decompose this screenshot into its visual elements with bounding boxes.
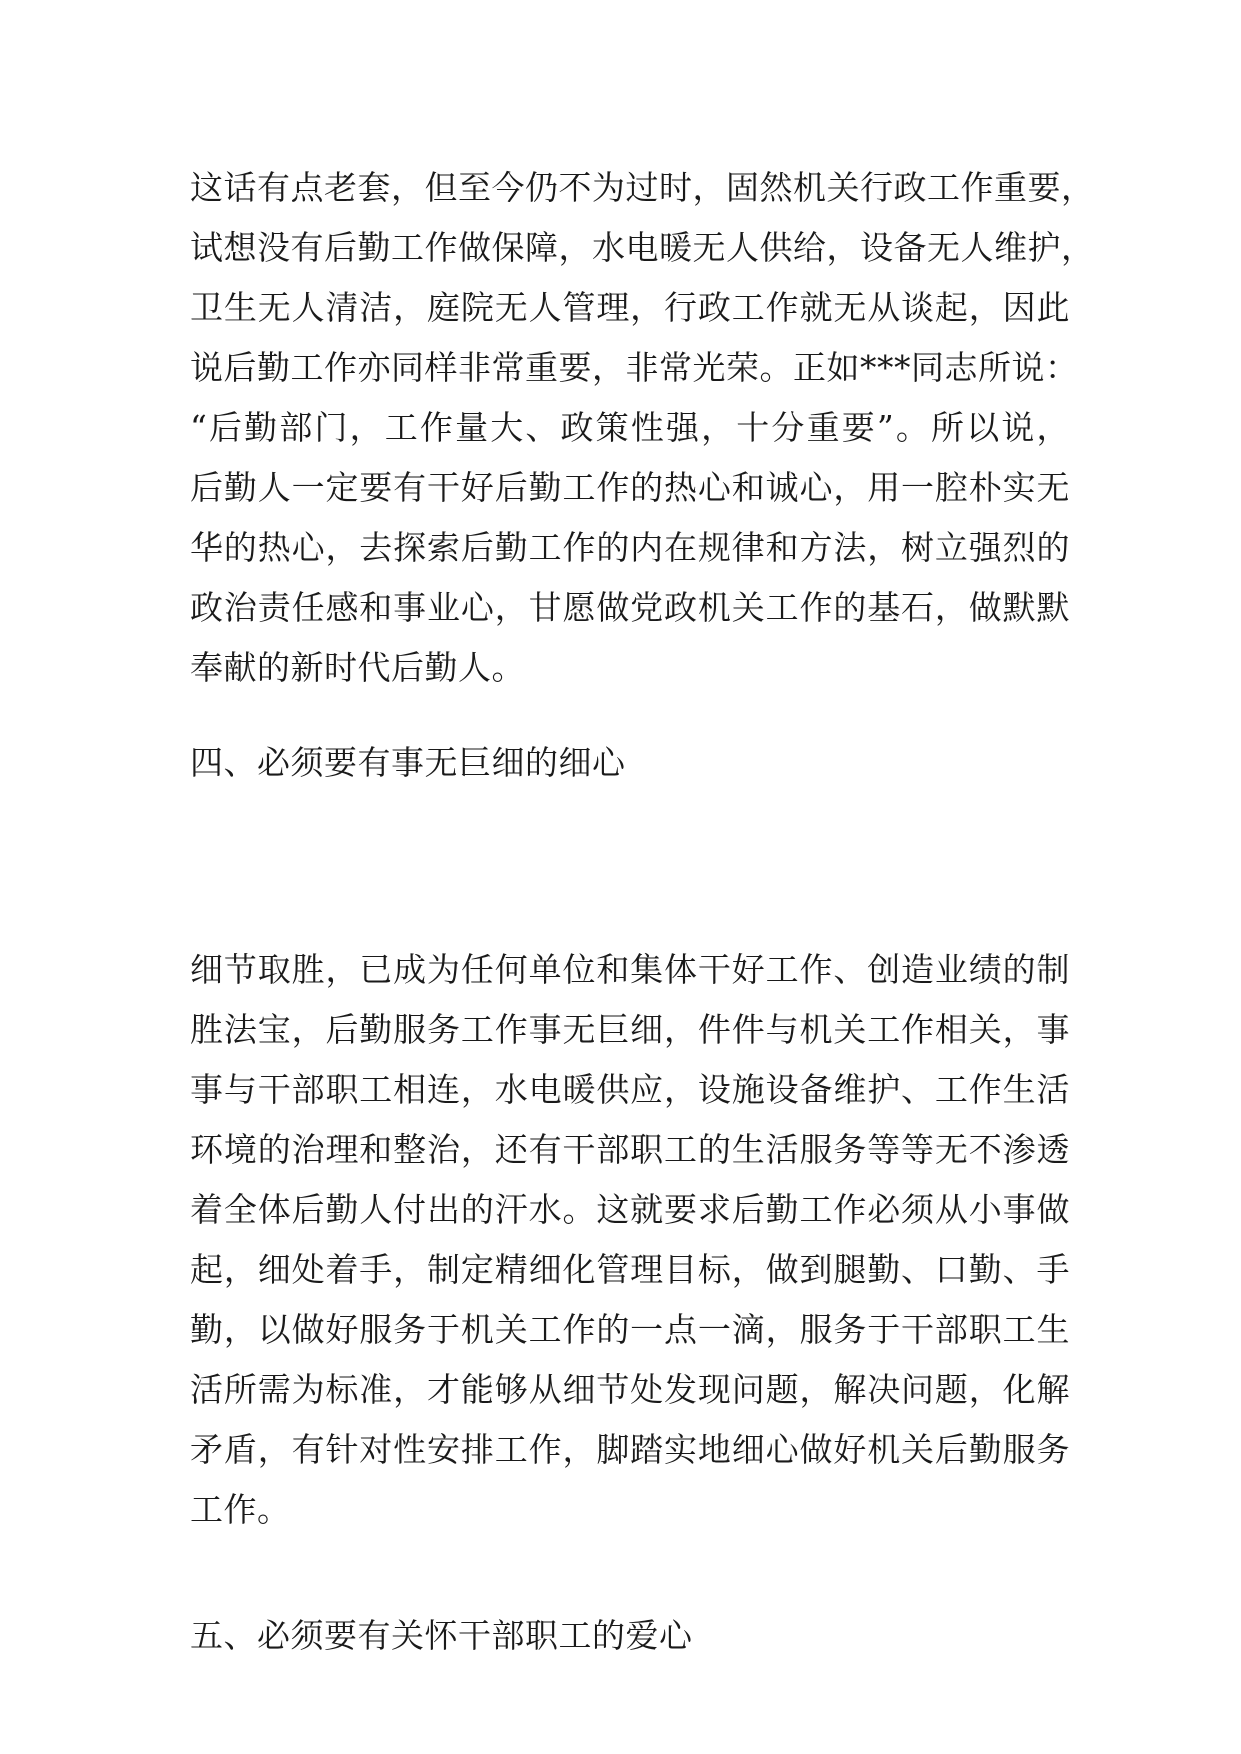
- text-line: 工作。: [190, 1490, 291, 1529]
- text-line: 胜法宝，后勤服务工作事无巨细，件件与机关工作相关，事: [190, 1010, 1070, 1049]
- paragraph-attention-to-detail: [190, 940, 1070, 1540]
- text-line: 细节取胜，已成为任何单位和集体干好工作、创造业绩的制: [190, 950, 1070, 989]
- text-line: 起，细处着手，制定精细化管理目标，做到腿勤、口勤、手: [190, 1250, 1070, 1289]
- text-line: “后勤部门，工作量大、政策性强，十分重要”。所以说，: [190, 408, 1070, 447]
- text-line: 事与干部职工相连，水电暖供应，设施设备维护、工作生活: [190, 1070, 1070, 1109]
- section-heading-4: [190, 733, 1070, 793]
- text-line: 活所需为标准，才能够从细节处发现问题，解决问题，化解: [190, 1370, 1070, 1409]
- text-line: 华的热心，去探索后勤工作的内在规律和方法，树立强烈的: [190, 528, 1070, 567]
- text-line: 说后勤工作亦同样非常重要，非常光荣。正如***同志所说：: [190, 348, 1079, 387]
- text-line: 着全体后勤人付出的汗水。这就要求后勤工作必须从小事做: [190, 1190, 1070, 1229]
- text-line: 卫生无人清洁，庭院无人管理，行政工作就无从谈起，因此: [190, 288, 1070, 327]
- text-line: 后勤人一定要有干好后勤工作的热心和诚心，用一腔朴实无: [190, 468, 1070, 507]
- text-line: 矛盾，有针对性安排工作，脚踏实地细心做好机关后勤服务: [190, 1430, 1070, 1469]
- paragraph-logistics-importance: [190, 158, 1095, 698]
- text-line: 环境的治理和整治，还有干部职工的生活服务等等无不渗透: [190, 1130, 1070, 1169]
- text-line: 奉献的新时代后勤人。: [190, 648, 525, 687]
- heading-text: 四、必须要有事无巨细的细心: [190, 743, 626, 782]
- text-line: 这话有点老套，但至今仍不为过时，固然机关行政工作重要，: [190, 168, 1095, 207]
- text-line: 政治责任感和事业心，甘愿做党政机关工作的基石，做默默: [190, 588, 1070, 627]
- section-heading-5: [190, 1606, 1070, 1666]
- text-line: 勤，以做好服务于机关工作的一点一滴，服务于干部职工生: [190, 1310, 1070, 1349]
- text-line: 试想没有后勤工作做保障，水电暖无人供给，设备无人维护，: [190, 228, 1095, 267]
- heading-text: 五、必须要有关怀干部职工的爱心: [190, 1616, 693, 1655]
